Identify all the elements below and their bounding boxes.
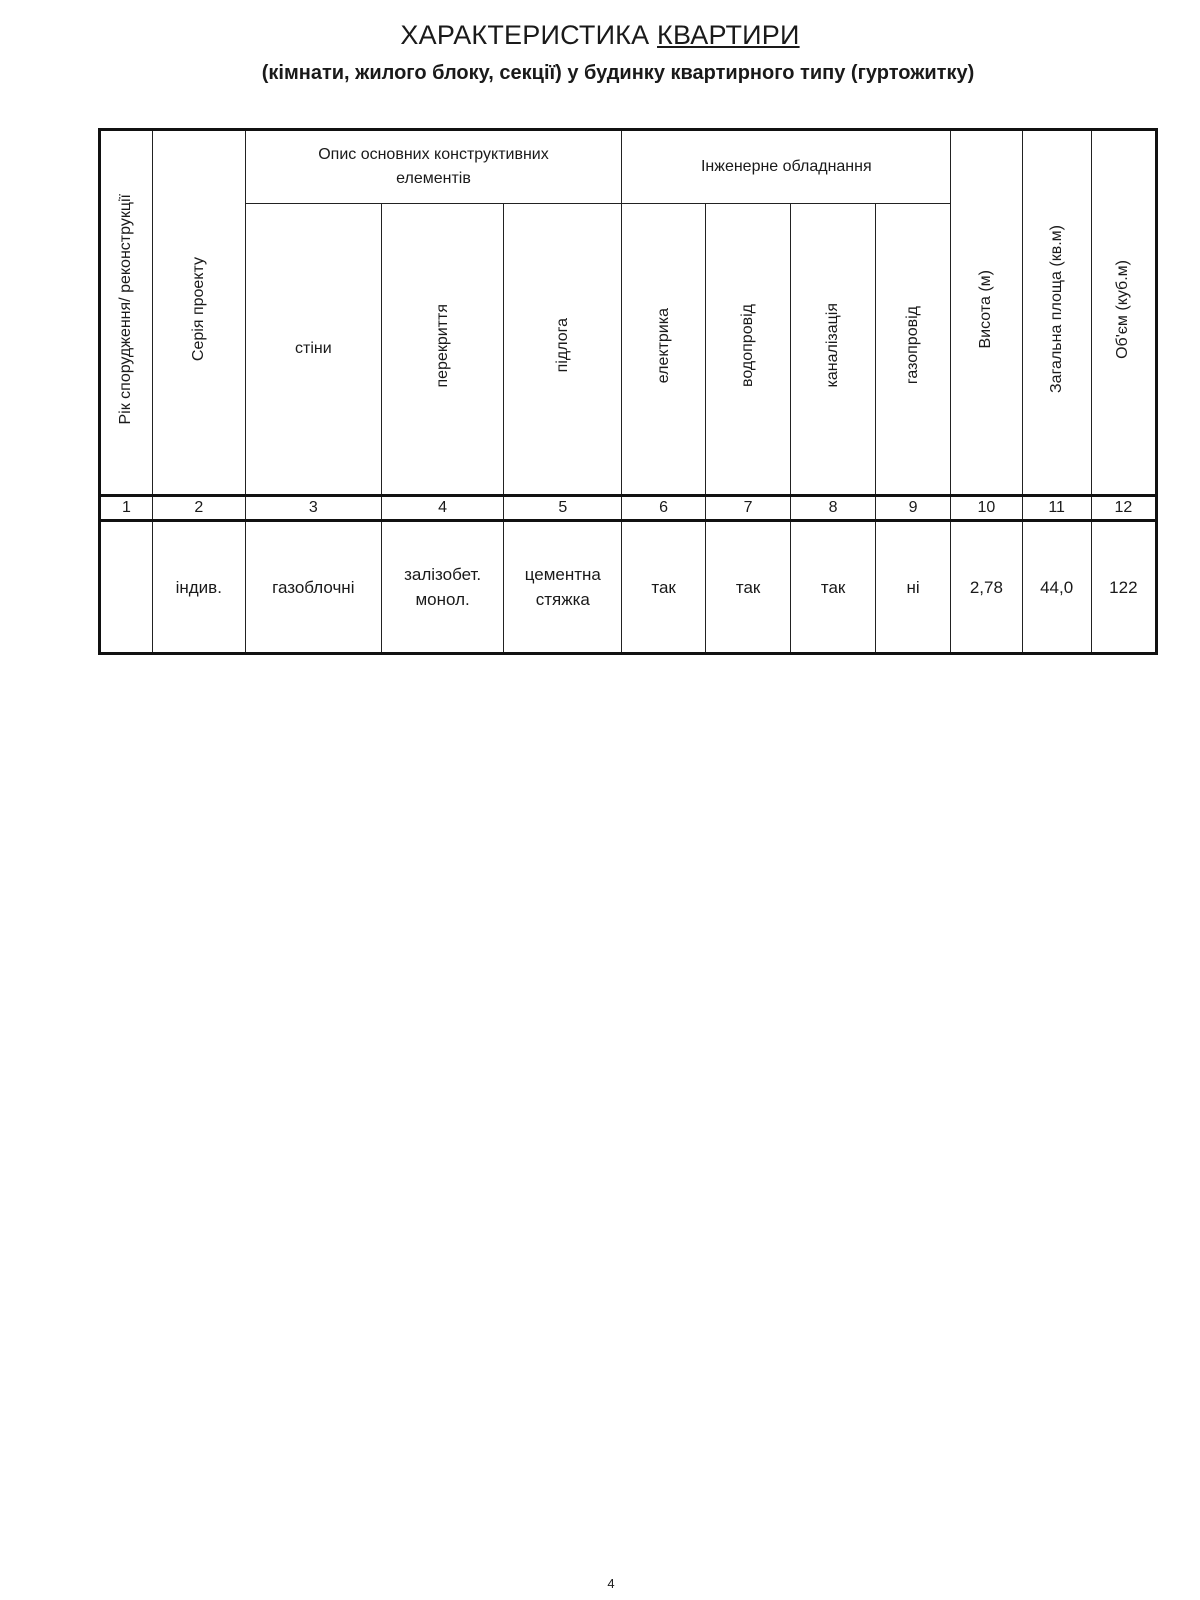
header-series: Серія проекту — [152, 130, 245, 496]
cell-walls: газоблочні — [245, 521, 381, 654]
column-number: 5 — [504, 496, 622, 521]
header-walls: стіни — [245, 204, 381, 496]
column-number: 3 — [245, 496, 381, 521]
header-electric: електрика — [622, 204, 705, 496]
title-underlined: КВАРТИРИ — [657, 20, 800, 50]
cell-water: так — [705, 521, 791, 654]
cell-year — [100, 521, 153, 654]
header-construction-group: Опис основних конструктивних елементів — [245, 130, 622, 204]
header-height: Висота (м) — [951, 130, 1022, 496]
header-engineering-group: Інженерне обладнання — [622, 130, 951, 204]
header-water: водопровід — [705, 204, 791, 496]
column-number-row — [100, 496, 1157, 521]
document-title — [0, 20, 1200, 51]
header-year: Рік спорудження/ реконструкції — [100, 130, 153, 496]
column-number: 4 — [382, 496, 504, 521]
column-number: 9 — [875, 496, 950, 521]
header-gas: газопровід — [875, 204, 950, 496]
column-number: 8 — [791, 496, 876, 521]
table-row — [100, 521, 1157, 654]
column-number: 12 — [1091, 496, 1156, 521]
column-number: 1 — [100, 496, 153, 521]
cell-height: 2,78 — [951, 521, 1022, 654]
header-volume: Об'єм (куб.м) — [1091, 130, 1156, 496]
document-subtitle: (кімнати, жилого блоку, секції) у будинку квартирного типу (гуртожитку) — [261, 62, 975, 84]
column-number: 7 — [705, 496, 791, 521]
header-row-top — [100, 130, 1157, 204]
cell-ceiling: залізобет. монол. — [382, 521, 504, 654]
cell-floor: цементна стяжка — [504, 521, 622, 654]
column-number: 6 — [622, 496, 705, 521]
header-ceiling: перекриття — [382, 204, 504, 496]
cell-gas: ні — [875, 521, 950, 654]
column-number: 11 — [1022, 496, 1091, 521]
apartment-characteristics-table — [98, 128, 1158, 655]
header-sewer: каналізація — [791, 204, 876, 496]
cell-volume: 122 — [1091, 521, 1156, 654]
cell-area: 44,0 — [1022, 521, 1091, 654]
cell-electric: так — [622, 521, 705, 654]
column-number: 2 — [152, 496, 245, 521]
cell-sewer: так — [791, 521, 876, 654]
column-number: 10 — [951, 496, 1022, 521]
cell-series: індив. — [152, 521, 245, 654]
page-number: 4 — [607, 1576, 615, 1591]
header-area: Загальна площа (кв.м) — [1022, 130, 1091, 496]
header-floor: підлога — [504, 204, 622, 496]
title-prefix: ХАРАКТЕРИСТИКА — [400, 20, 650, 50]
